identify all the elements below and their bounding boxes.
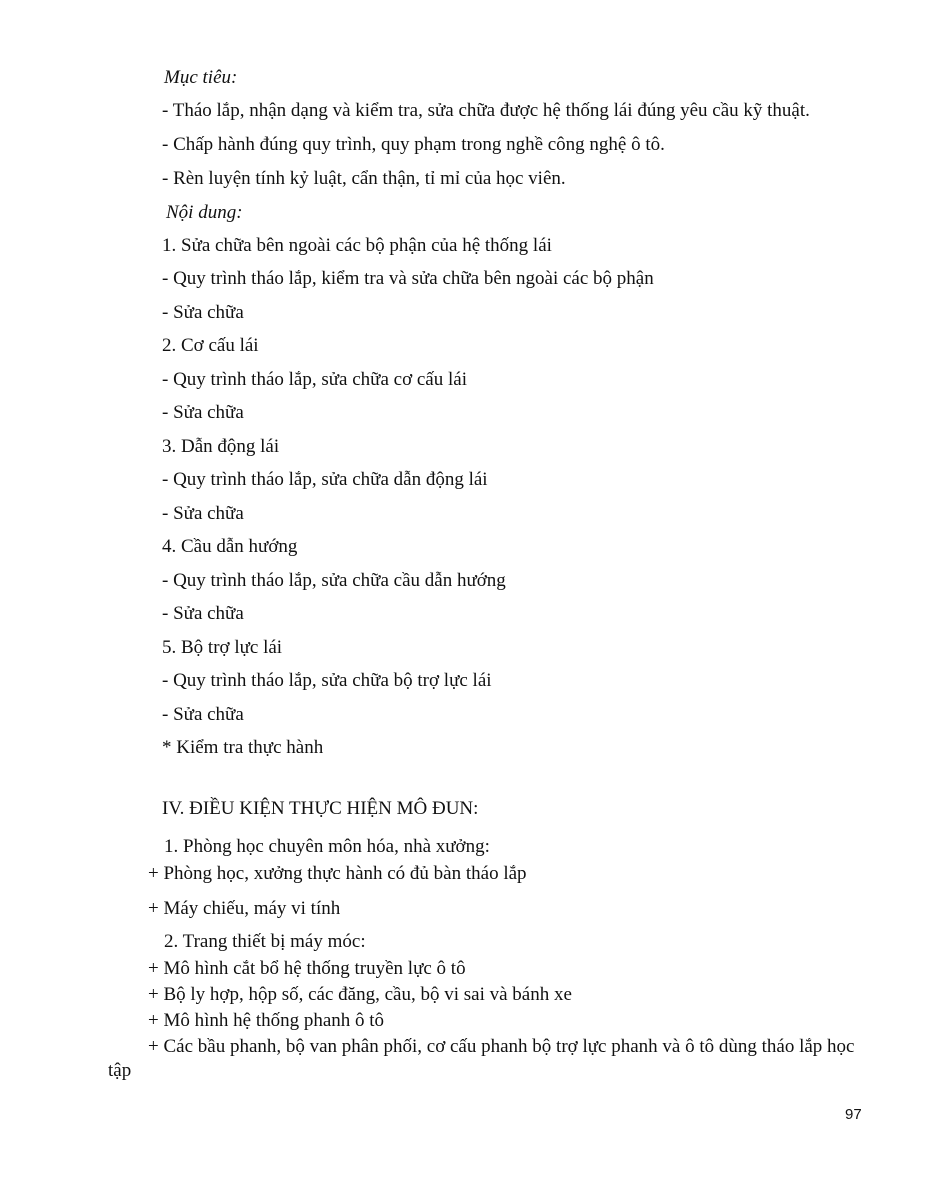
equipment-item: + Mô hình hệ thống phanh ô tô <box>148 1010 385 1031</box>
room-item: + Máy chiếu, máy vi tính <box>148 898 341 919</box>
content-line: 3. Dẫn động lái <box>162 436 280 457</box>
page-number: 97 <box>845 1106 862 1123</box>
equipment-item: + Bộ ly hợp, hộp số, các đăng, cầu, bộ vi sai và bánh xe <box>148 984 572 1005</box>
content-line: - Quy trình tháo lắp, sửa chữa dẫn động lái <box>162 469 488 490</box>
equipment-item: + Các bầu phanh, bộ van phân phối, cơ cấu phanh bộ trợ lực phanh và ô tô dùng tháo lắp học tập <box>108 1036 855 1081</box>
content-line: 1. Sửa chữa bên ngoài các bộ phận của hệ thống lái <box>162 235 552 256</box>
objectives-heading: Mục tiêu: <box>164 67 238 88</box>
objective-item: - Chấp hành đúng quy trình, quy phạm trong nghề công nghệ ô tô. <box>162 134 665 155</box>
objective-item: - Tháo lắp, nhận dạng và kiểm tra, sửa chữa được hệ thống lái đúng yêu cầu kỹ thuật. <box>162 100 810 121</box>
content-line: - Sửa chữa <box>162 503 244 524</box>
content-heading: Nội dung: <box>166 202 243 223</box>
room-item: + Phòng học, xưởng thực hành có đủ bàn tháo lắp <box>148 863 527 884</box>
equipment-heading: 2. Trang thiết bị máy móc: <box>164 931 366 952</box>
content-line: 4. Cầu dẫn hướng <box>162 536 298 557</box>
content-line: - Sửa chữa <box>162 704 244 725</box>
content-line: - Sửa chữa <box>162 603 244 624</box>
content-line: - Quy trình tháo lắp, sửa chữa cơ cấu lái <box>162 369 467 390</box>
conditions-heading: IV. ĐIỀU KIỆN THỰC HIỆN MÔ ĐUN: <box>162 798 479 819</box>
equipment-item: + Mô hình cắt bổ hệ thống truyền lực ô tô <box>148 958 466 979</box>
content-line: 2. Cơ cấu lái <box>162 335 259 356</box>
content-line: - Quy trình tháo lắp, sửa chữa bộ trợ lực lái <box>162 670 492 691</box>
content-line: * Kiểm tra thực hành <box>162 737 324 758</box>
objective-item: - Rèn luyện tính kỷ luật, cẩn thận, tỉ mỉ của học viên. <box>162 168 566 189</box>
content-line: - Sửa chữa <box>162 302 244 323</box>
room-heading: 1. Phòng học chuyên môn hóa, nhà xưởng: <box>164 836 490 857</box>
content-line: 5. Bộ trợ lực lái <box>162 637 283 658</box>
content-line: - Quy trình tháo lắp, kiểm tra và sửa chữa bên ngoài các bộ phận <box>162 268 654 289</box>
content-line: - Sửa chữa <box>162 402 244 423</box>
content-line: - Quy trình tháo lắp, sửa chữa cầu dẫn hướng <box>162 570 506 591</box>
